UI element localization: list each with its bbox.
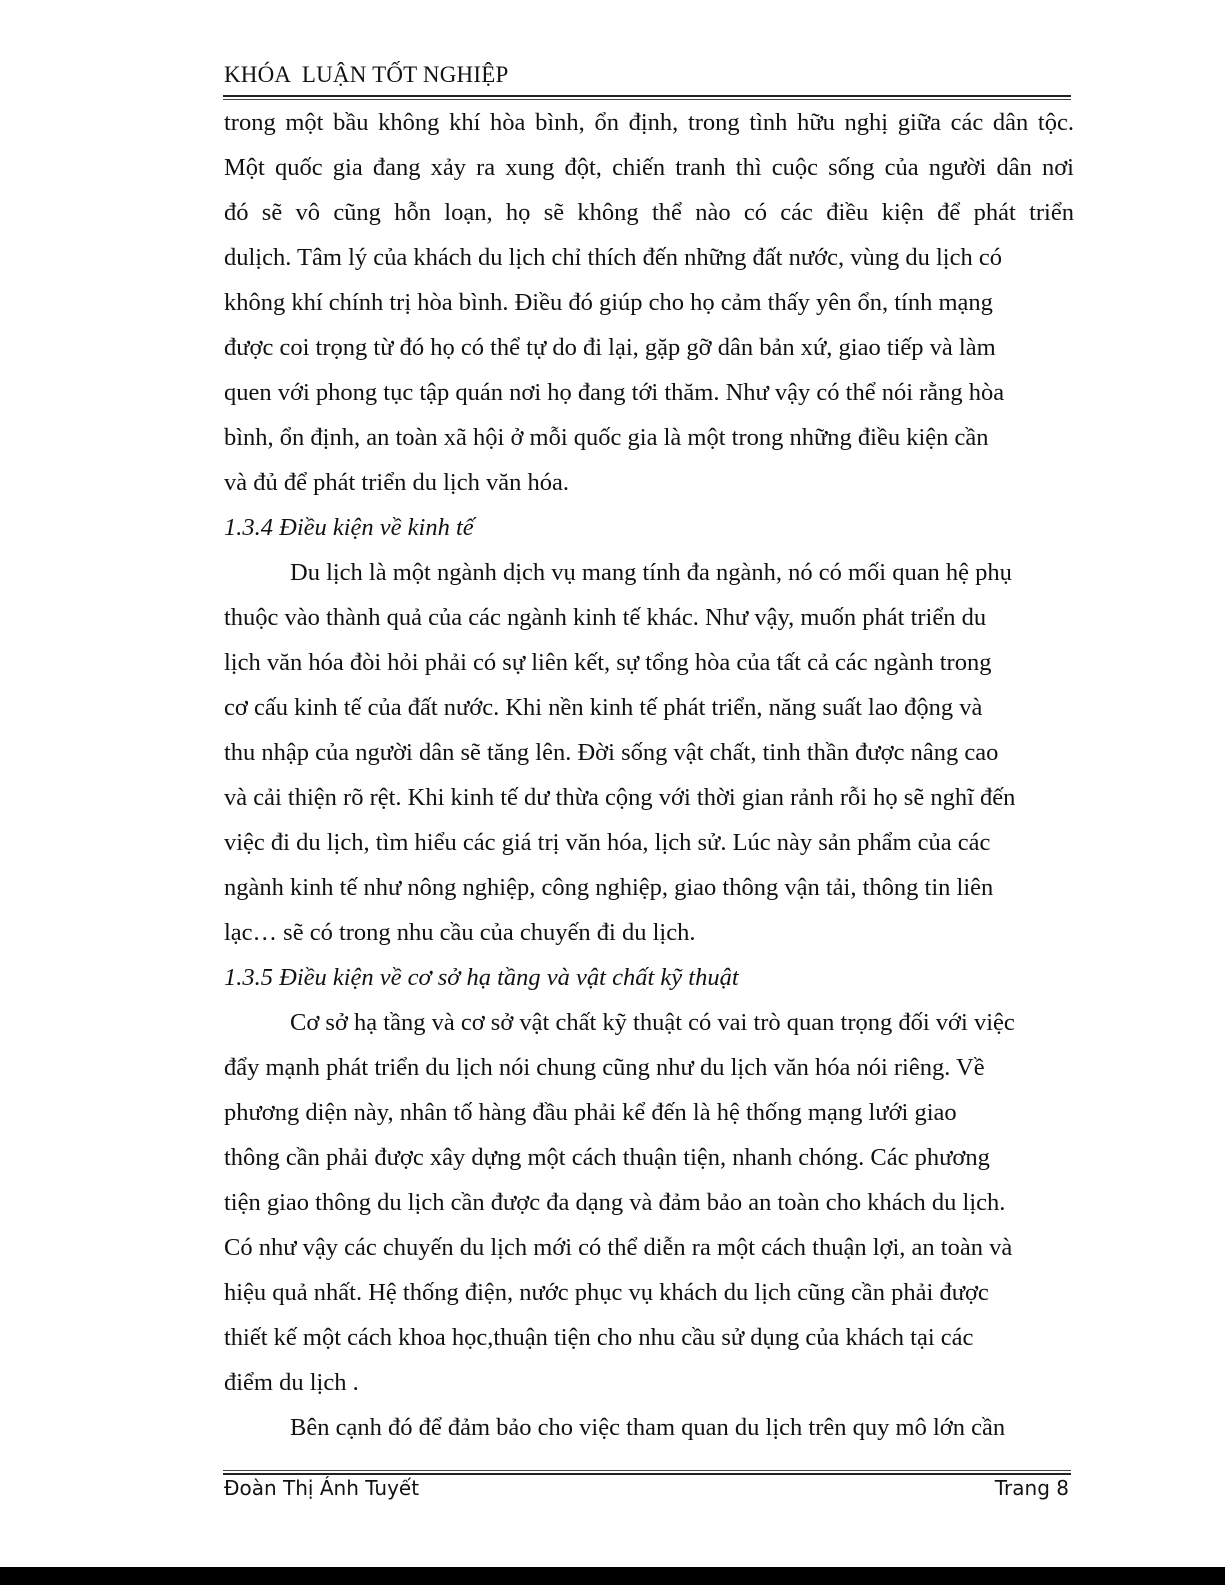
text-line: thuộc vào thành quả của các ngành kinh tế khác. Như vậy, muốn phát triển du xyxy=(224,604,987,631)
text-line: lạc… sẽ có trong nhu cầu của chuyến đi du lịch. xyxy=(224,919,696,946)
text-line: dulịch. Tâm lý của khách du lịch chỉ thích đến những đất nước, vùng du lịch có xyxy=(224,244,1002,271)
text-line: trong một bầu không khí hòa bình, ổn định, trong tình hữu nghị giữa các dân tộc. xyxy=(224,109,1074,136)
text-line: tiện giao thông du lịch cần được đa dạng và đảm bảo an toàn cho khách du lịch. xyxy=(224,1189,1006,1216)
text-line: quen với phong tục tập quán nơi họ đang tới thăm. Như vậy có thể nói rằng hòa xyxy=(224,379,1005,406)
text-line: bình, ổn định, an toàn xã hội ở mỗi quốc gia là một trong những điều kiện cần xyxy=(224,424,989,451)
section-heading-infrastructure: 1.3.5 Điều kiện về cơ sở hạ tầng và vật chất kỹ thuật xyxy=(224,964,739,991)
text-line: và cải thiện rõ rệt. Khi kinh tế dư thừa cộng với thời gian rảnh rỗi họ sẽ nghĩ đến xyxy=(224,784,1016,811)
text-line: Một quốc gia đang xảy ra xung đột, chiến tranh thì cuộc sống của người dân nơi xyxy=(224,154,1074,181)
text-line: ngành kinh tế như nông nghiệp, công nghiệp, giao thông vận tải, thông tin liên xyxy=(224,874,994,901)
footer-rule-secondary xyxy=(223,1470,1071,1471)
text-line: đẩy mạnh phát triển du lịch nói chung cũng như du lịch văn hóa nói riêng. Về xyxy=(224,1054,985,1081)
text-line: điểm du lịch . xyxy=(224,1369,359,1396)
text-line: và đủ để phát triển du lịch văn hóa. xyxy=(224,469,569,496)
text-line: được coi trọng từ đó họ có thể tự do đi lại, gặp gỡ dân bản xứ, giao tiếp và làm xyxy=(224,334,996,361)
header-rule xyxy=(223,95,1071,97)
text-line: lịch văn hóa đòi hỏi phải có sự liên kết, sự tổng hòa của tất cả các ngành trong xyxy=(224,649,992,676)
text-line: hiệu quả nhất. Hệ thống điện, nước phục vụ khách du lịch cũng cần phải được xyxy=(224,1279,989,1306)
section-heading-economy: 1.3.4 Điều kiện về kinh tế xyxy=(224,514,474,541)
text-line: Du lịch là một ngành dịch vụ mang tính đa ngành, nó có mối quan hệ phụ xyxy=(290,559,1012,586)
body-text xyxy=(224,100,1074,1450)
scan-edge-bar xyxy=(0,1567,1225,1585)
text-line: Bên cạnh đó để đảm bảo cho việc tham quan du lịch trên quy mô lớn cần xyxy=(290,1414,1006,1441)
text-line: đó sẽ vô cũng hỗn loạn, họ sẽ không thể nào có các điều kiện để phát triển xyxy=(224,199,1074,226)
text-line: phương diện này, nhân tố hàng đầu phải kể đến là hệ thống mạng lưới giao xyxy=(224,1099,957,1126)
text-line: thông cần phải được xây dựng một cách thuận tiện, nhanh chóng. Các phương xyxy=(224,1144,990,1171)
text-line: Có như vậy các chuyến du lịch mới có thể diễn ra một cách thuận lợi, an toàn và xyxy=(224,1234,1013,1261)
text-line: thu nhập của người dân sẽ tăng lên. Đời sống vật chất, tinh thần được nâng cao xyxy=(224,739,999,766)
page-number: Trang 8 xyxy=(994,1476,1069,1500)
header-title: KHÓA LUẬN TỐT NGHIỆP xyxy=(224,62,509,87)
text-line: cơ cấu kinh tế của đất nước. Khi nền kinh tế phát triển, năng suất lao động và xyxy=(224,694,983,721)
footer-rule xyxy=(223,1473,1071,1475)
text-line: thiết kế một cách khoa học,thuận tiện cho nhu cầu sử dụng của khách tại các xyxy=(224,1324,974,1351)
text-line: việc đi du lịch, tìm hiểu các giá trị văn hóa, lịch sử. Lúc này sản phẩm của các xyxy=(224,829,991,856)
text-line: không khí chính trị hòa bình. Điều đó giúp cho họ cảm thấy yên ổn, tính mạng xyxy=(224,289,993,316)
text-line: Cơ sở hạ tầng và cơ sở vật chất kỹ thuật có vai trò quan trọng đối với việc xyxy=(290,1009,1015,1036)
footer-author: Đoàn Thị Ánh Tuyết xyxy=(224,1476,420,1500)
